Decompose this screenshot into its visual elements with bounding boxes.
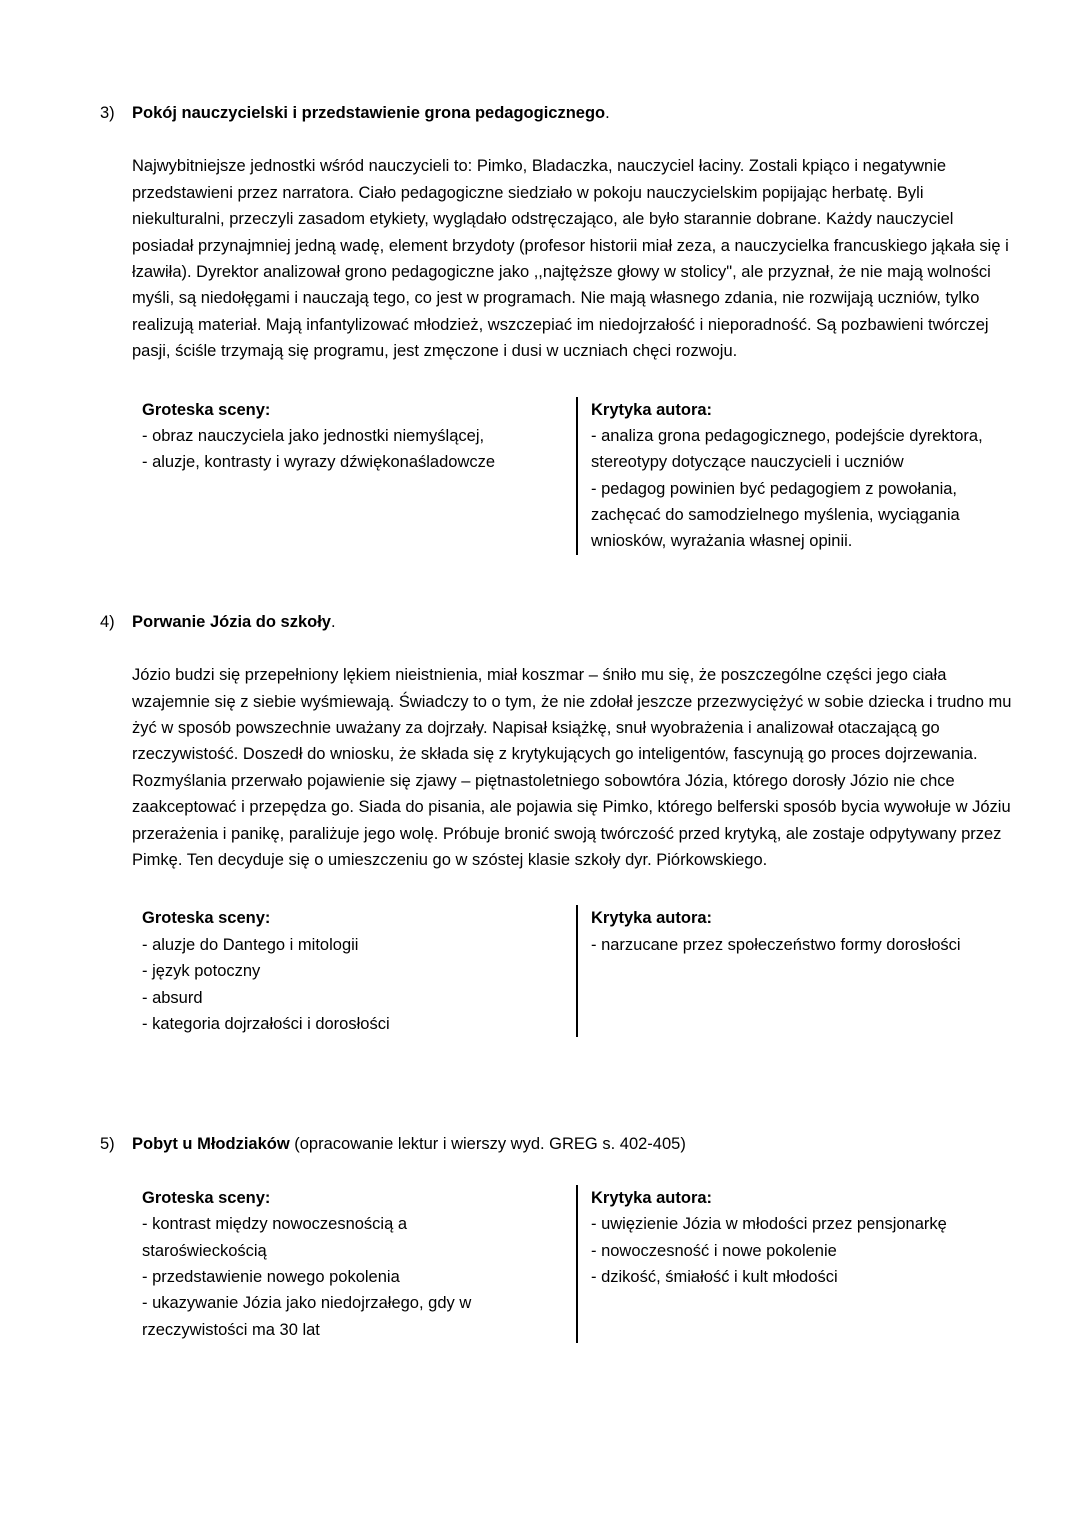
section-4-heading-text — [132, 609, 336, 635]
list-item: - język potoczny — [142, 962, 261, 981]
section-4-paragraph: Józio budzi się przepełniony lękiem nieistnienia, miał koszmar – śniło mu się, że poszczególne części jego ciała wzajemnie się z siebie wyśmiewają. Świadczy to o tym, że nie zdołał jeszcze przezwyciężyć w sobie dziecka i trudno mu żyć w sposób powszechnie uważany za dojrzały. Napisał książkę, snuł wyobrażenia i analizował otaczającą go rzeczywistość. Doszedł do wniosku, że składa się z krytykujących go inteligentów, fascynują go proces dojrzewania. Rozmyślania przerwało pojawienie się zjawy – piętnastoletniego sobowtóra Józia, którego dorosły Józio nie chce zaakceptować i przepędza go. Siada do pisania, ale pojawia się Pimko, którego belferski sposób bycia wywołuje w Józiu przerażenia i panikę, paraliżuje jego wolę. Próbuje bronić swoją twórczość przed krytyką, ale zostaje odpytywany przez Pimkę. Ten decyduje się o umieszczeniu go w szóstej klasie szkoły dyr. Piórkowskiego. — [132, 666, 1012, 869]
section-3-title-suffix: . — [605, 104, 610, 122]
list-item: - przedstawienie nowego pokolenia — [142, 1267, 400, 1286]
section-3-title: Pokój nauczycielski i przedstawienie grona pedagogicznego — [132, 104, 606, 122]
section-4-krytyka-header: Krytyka autora: — [591, 909, 713, 928]
section-5-heading — [100, 1131, 1012, 1157]
section-4 — [100, 609, 1012, 1037]
section-3-krytyka-header: Krytyka autora: — [591, 400, 713, 419]
section-5-title-suffix: (opracowanie lektur i wierszy wyd. GREG s. 402-405) — [289, 1135, 686, 1154]
list-item: - uwięzienie Józia w młodości przez pensjonarkę — [591, 1215, 947, 1234]
section-3-heading-text — [132, 100, 610, 126]
section-3-krytyka-column — [576, 397, 1014, 555]
section-4-analysis-table — [142, 905, 1012, 1037]
list-item: - analiza grona pedagogicznego, podejście dyrektora, stereotypy dotyczące nauczycieli i uczniów — [591, 426, 983, 472]
section-4-groteska-header: Groteska sceny: — [142, 909, 271, 928]
section-5-krytyka-column — [576, 1185, 1014, 1343]
section-4-title-suffix: . — [330, 612, 336, 631]
section-3-groteska-header: Groteska sceny: — [142, 400, 271, 419]
section-3 — [100, 100, 1012, 555]
list-item: - nowoczesność i nowe pokolenie — [591, 1241, 837, 1260]
section-5-number: 5) — [100, 1135, 115, 1154]
section-5-analysis-table — [142, 1185, 1012, 1343]
section-5-krytyka-header: Krytyka autora: — [591, 1188, 713, 1207]
section-5-groteska-column — [142, 1185, 576, 1343]
section-3-analysis-table — [142, 397, 1012, 555]
list-item: - kontrast między nowoczesnością a staroświeckością — [142, 1215, 408, 1260]
list-item: - ukazywanie Józia jako niedojrzałego, gdy w rzeczywistości ma 30 lat — [142, 1294, 472, 1339]
section-4-groteska-column — [142, 905, 576, 1037]
section-4-number: 4) — [100, 612, 115, 631]
list-item: - kategoria dojrzałości i dorosłości — [142, 1014, 390, 1033]
list-item: - aluzje, kontrasty i wyrazy dźwiękonaśladowcze — [142, 453, 496, 472]
section-5-groteska-header: Groteska sceny: — [142, 1188, 271, 1207]
list-item: - narzucane przez społeczeństwo formy dorosłości — [591, 935, 961, 954]
section-5-title: Pobyt u Młodziaków — [132, 1135, 290, 1154]
section-4-title: Porwanie Józia do szkoły — [132, 612, 331, 631]
section-3-heading — [100, 100, 1012, 126]
list-item: - pedagog powinien być pedagogiem z powołania, zachęcać do samodzielnego myślenia, wyciągania wniosków, wyrażania własnej opinii. — [591, 479, 960, 551]
list-item: - obraz nauczyciela jako jednostki niemyślącej, — [142, 426, 485, 445]
list-item: - aluzje do Dantego i mitologii — [142, 935, 359, 954]
section-5-heading-text — [132, 1131, 686, 1157]
section-3-paragraph: Najwybitniejsze jednostki wśród nauczycieli to: Pimko, Bladaczka, nauczyciel łaciny. Zostali kpiąco i negatywnie przedstawieni przez narratora. Ciało pedagogiczne siedziało w pokoju nauczycielskim popijając herbatę. Byli niekulturalni, przeczyli zasadom etykiety, wyglądało odstręczająco, ale było starannie dobrane. Każdy nauczyciel posiadał przynajmniej jedną wadę, element brzydoty (profesor historii miał zeza, a nauczycielka francuskiego jąkała się i łzawiła). Dyrektor analizował grono pedagogiczne jako ,,najtęższe głowy w stolicy", ale przyznał, że nie mają wolności myśli, są niedołęgami i nauczają tego, co jest w programach. Nie mają własnego zdania, nie rozwijają uczniów, tylko realizują materiał. Mają infantylizować młodzież, wszczepiać im niedojrzałość i nieporadność. Są pozbawieni twórczej pasji, ściśle trzymają się programu, jest zmęczone i dusi w uczniach chęci rozwoju. — [132, 157, 1009, 361]
section-3-groteska-column — [142, 397, 576, 555]
section-4-krytyka-column — [576, 905, 1014, 1037]
section-5 — [100, 1131, 1012, 1343]
list-item: - absurd — [142, 988, 203, 1007]
list-item: - dzikość, śmiałość i kult młodości — [591, 1267, 838, 1286]
section-3-number: 3) — [100, 104, 115, 122]
section-4-heading — [100, 609, 1012, 635]
